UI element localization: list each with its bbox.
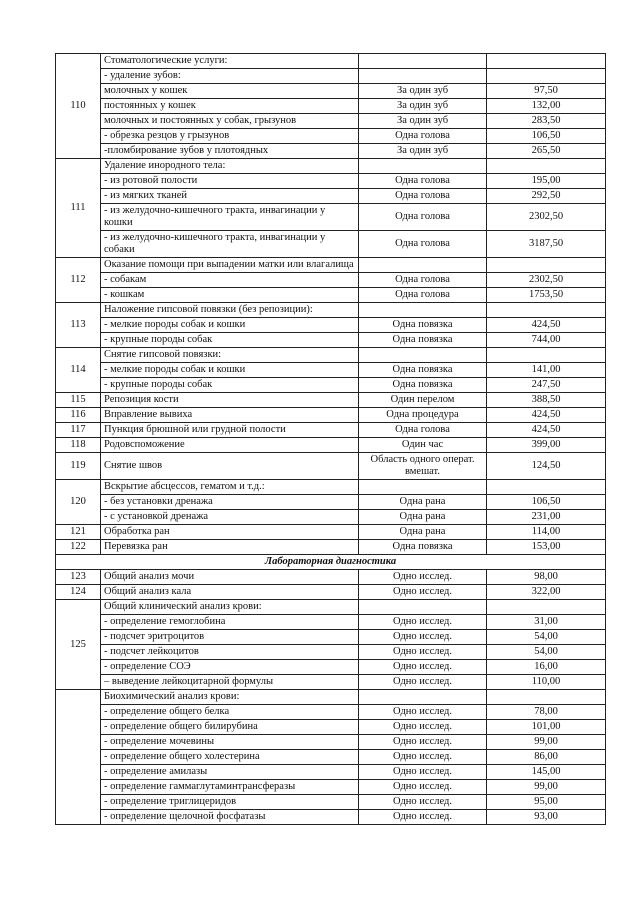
unit-of-measure: Одна голова: [359, 204, 487, 231]
price-value: 97,50: [487, 84, 606, 99]
unit-of-measure: Одно исслед.: [359, 615, 487, 630]
service-description: Вправление вывиха: [101, 408, 359, 423]
price-value: 99,00: [487, 735, 606, 750]
table-row: [56, 765, 606, 780]
price-value: 54,00: [487, 630, 606, 645]
price-table: [55, 53, 606, 825]
table-row: [56, 54, 606, 69]
table-row: [56, 189, 606, 204]
service-description: Перевязка ран: [101, 540, 359, 555]
service-description: Пункция брюшной или грудной полости: [101, 423, 359, 438]
price-value: 124,50: [487, 453, 606, 480]
table-row: [56, 615, 606, 630]
price-value: 3187,50: [487, 231, 606, 258]
item-number: 121: [56, 525, 101, 540]
table-row: [56, 630, 606, 645]
unit-of-measure: Одно исслед.: [359, 645, 487, 660]
table-row: [56, 258, 606, 273]
table-row: [56, 423, 606, 438]
table-row: [56, 750, 606, 765]
service-description: - без установки дренажа: [101, 495, 359, 510]
unit-of-measure: Одно исслед.: [359, 570, 487, 585]
service-description: Общий анализ кала: [101, 585, 359, 600]
price-value: 98,00: [487, 570, 606, 585]
table-row: [56, 69, 606, 84]
table-row: [56, 495, 606, 510]
unit-of-measure: Одна голова: [359, 273, 487, 288]
table-row: [56, 600, 606, 615]
table-row: [56, 585, 606, 600]
price-value: 292,50: [487, 189, 606, 204]
table-row: [56, 660, 606, 675]
service-description: - определение гаммаглутаминтрансферазы: [101, 780, 359, 795]
service-description: -пломбирование зубов у плотоядных: [101, 144, 359, 159]
service-description: - определение СОЭ: [101, 660, 359, 675]
service-description: Снятие швов: [101, 453, 359, 480]
table-row: [56, 540, 606, 555]
section-title: Лабораторная диагностика: [56, 555, 606, 570]
unit-of-measure: Одна голова: [359, 288, 487, 303]
price-value: 145,00: [487, 765, 606, 780]
service-description: Общий клинический анализ крови:: [101, 600, 359, 615]
unit-of-measure: Одна повязка: [359, 363, 487, 378]
price-value: 247,50: [487, 378, 606, 393]
price-value: 106,50: [487, 495, 606, 510]
unit-of-measure: Один перелом: [359, 393, 487, 408]
price-value: 195,00: [487, 174, 606, 189]
table-row: [56, 378, 606, 393]
unit-of-measure: Одно исслед.: [359, 705, 487, 720]
unit-of-measure: Одно исслед.: [359, 765, 487, 780]
price-value: [487, 480, 606, 495]
unit-of-measure: Одна голова: [359, 423, 487, 438]
service-description: - определение щелочной фосфатазы: [101, 810, 359, 825]
unit-of-measure: Одна голова: [359, 174, 487, 189]
service-description: Обработка ран: [101, 525, 359, 540]
item-number: 123: [56, 570, 101, 585]
price-value: 132,00: [487, 99, 606, 114]
section-row: [56, 555, 606, 570]
unit-of-measure: [359, 54, 487, 69]
service-description: Биохимический анализ крови:: [101, 690, 359, 705]
price-value: [487, 690, 606, 705]
service-description: - определение общего билирубина: [101, 720, 359, 735]
price-value: 388,50: [487, 393, 606, 408]
unit-of-measure: Одно исслед.: [359, 660, 487, 675]
price-value: 110,00: [487, 675, 606, 690]
unit-of-measure: Одна голова: [359, 129, 487, 144]
unit-of-measure: Одна рана: [359, 525, 487, 540]
unit-of-measure: Одна рана: [359, 495, 487, 510]
price-value: 86,00: [487, 750, 606, 765]
price-value: 106,50: [487, 129, 606, 144]
table-row: [56, 510, 606, 525]
table-row: [56, 84, 606, 99]
unit-of-measure: Одна повязка: [359, 333, 487, 348]
price-value: 2302,50: [487, 273, 606, 288]
unit-of-measure: Одно исслед.: [359, 795, 487, 810]
table-row: [56, 780, 606, 795]
unit-of-measure: Одна рана: [359, 510, 487, 525]
price-value: 114,00: [487, 525, 606, 540]
table-row: [56, 480, 606, 495]
price-value: 93,00: [487, 810, 606, 825]
unit-of-measure: [359, 600, 487, 615]
service-description: - подсчет эритроцитов: [101, 630, 359, 645]
unit-of-measure: За один зуб: [359, 99, 487, 114]
table-row: [56, 129, 606, 144]
table-row: [56, 795, 606, 810]
table-row: [56, 348, 606, 363]
price-value: 231,00: [487, 510, 606, 525]
item-number: 117: [56, 423, 101, 438]
unit-of-measure: За один зуб: [359, 84, 487, 99]
service-description: Стоматологические услуги:: [101, 54, 359, 69]
table-row: [56, 288, 606, 303]
unit-of-measure: Одна повязка: [359, 378, 487, 393]
unit-of-measure: Одно исслед.: [359, 780, 487, 795]
price-value: 2302,50: [487, 204, 606, 231]
price-value: [487, 600, 606, 615]
service-description: постоянных у кошек: [101, 99, 359, 114]
price-value: [487, 303, 606, 318]
service-description: Оказание помощи при выпадении матки или влагалища: [101, 258, 359, 273]
item-number: 115: [56, 393, 101, 408]
price-value: 322,00: [487, 585, 606, 600]
price-value: 101,00: [487, 720, 606, 735]
item-number: 114: [56, 348, 101, 393]
item-number: [56, 690, 101, 825]
service-description: - крупные породы собак: [101, 333, 359, 348]
table-row: [56, 393, 606, 408]
unit-of-measure: [359, 480, 487, 495]
service-description: - с установкой дренажа: [101, 510, 359, 525]
unit-of-measure: Одна голова: [359, 231, 487, 258]
price-value: 16,00: [487, 660, 606, 675]
table-row: [56, 231, 606, 258]
unit-of-measure: Одно исслед.: [359, 735, 487, 750]
table-row: [56, 174, 606, 189]
unit-of-measure: За один зуб: [359, 114, 487, 129]
price-value: 99,00: [487, 780, 606, 795]
table-row: [56, 453, 606, 480]
price-value: [487, 258, 606, 273]
price-value: 265,50: [487, 144, 606, 159]
service-description: - из желудочно-кишечного тракта, инвагинации у собаки: [101, 231, 359, 258]
unit-of-measure: Одна повязка: [359, 318, 487, 333]
table-row: [56, 114, 606, 129]
item-number: 122: [56, 540, 101, 555]
unit-of-measure: Одно исслед.: [359, 810, 487, 825]
item-number: 124: [56, 585, 101, 600]
item-number: 120: [56, 480, 101, 525]
service-description: Наложение гипсовой повязки (без репозиции):: [101, 303, 359, 318]
service-description: молочных и постоянных у собак, грызунов: [101, 114, 359, 129]
price-value: [487, 69, 606, 84]
item-number: 112: [56, 258, 101, 303]
unit-of-measure: Одна голова: [359, 189, 487, 204]
service-description: - определение общего холестерина: [101, 750, 359, 765]
table-row: [56, 735, 606, 750]
table-row: [56, 363, 606, 378]
unit-of-measure: Одно исслед.: [359, 585, 487, 600]
service-description: - определение амилазы: [101, 765, 359, 780]
price-value: 54,00: [487, 645, 606, 660]
price-value: 31,00: [487, 615, 606, 630]
unit-of-measure: [359, 303, 487, 318]
service-description: - определение гемоглобина: [101, 615, 359, 630]
item-number: 116: [56, 408, 101, 423]
unit-of-measure: Одно исслед.: [359, 720, 487, 735]
table-row: [56, 333, 606, 348]
service-description: - определение общего белка: [101, 705, 359, 720]
service-description: - мелкие породы собак и кошки: [101, 363, 359, 378]
table-row: [56, 720, 606, 735]
service-description: - подсчет лейкоцитов: [101, 645, 359, 660]
unit-of-measure: Один час: [359, 438, 487, 453]
service-description: - собакам: [101, 273, 359, 288]
unit-of-measure: Одна повязка: [359, 540, 487, 555]
service-description: Общий анализ мочи: [101, 570, 359, 585]
service-description: - удаление зубов:: [101, 69, 359, 84]
table-row: [56, 303, 606, 318]
price-value: 141,00: [487, 363, 606, 378]
service-description: - мелкие породы собак и кошки: [101, 318, 359, 333]
table-row: [56, 690, 606, 705]
price-table-body: [56, 54, 606, 825]
item-number: 119: [56, 453, 101, 480]
service-description: Репозиция кости: [101, 393, 359, 408]
price-value: 95,00: [487, 795, 606, 810]
table-row: [56, 438, 606, 453]
table-row: [56, 318, 606, 333]
price-value: 744,00: [487, 333, 606, 348]
table-row: [56, 273, 606, 288]
unit-of-measure: Область одного операт. вмешат.: [359, 453, 487, 480]
item-number: 113: [56, 303, 101, 348]
price-value: 283,50: [487, 114, 606, 129]
price-value: 424,50: [487, 318, 606, 333]
item-number: 111: [56, 159, 101, 258]
service-description: Вскрытие абсцессов, гематом и т.д.:: [101, 480, 359, 495]
unit-of-measure: [359, 159, 487, 174]
unit-of-measure: Одно исслед.: [359, 630, 487, 645]
item-number: 125: [56, 600, 101, 690]
unit-of-measure: [359, 69, 487, 84]
service-description: - из ротовой полости: [101, 174, 359, 189]
service-description: - кошкам: [101, 288, 359, 303]
service-description: Родовспоможение: [101, 438, 359, 453]
unit-of-measure: [359, 258, 487, 273]
item-number: 118: [56, 438, 101, 453]
price-value: [487, 159, 606, 174]
price-value: 424,50: [487, 423, 606, 438]
item-number: 110: [56, 54, 101, 159]
table-row: [56, 570, 606, 585]
price-value: 424,50: [487, 408, 606, 423]
table-row: [56, 204, 606, 231]
table-row: [56, 408, 606, 423]
table-row: [56, 525, 606, 540]
table-row: [56, 645, 606, 660]
service-description: - определение триглицеридов: [101, 795, 359, 810]
price-value: [487, 54, 606, 69]
unit-of-measure: Одна процедура: [359, 408, 487, 423]
table-row: [56, 705, 606, 720]
price-value: 399,00: [487, 438, 606, 453]
service-description: - определение мочевины: [101, 735, 359, 750]
price-value: 153,00: [487, 540, 606, 555]
unit-of-measure: Одно исслед.: [359, 675, 487, 690]
unit-of-measure: [359, 348, 487, 363]
service-description: - крупные породы собак: [101, 378, 359, 393]
service-description: Снятие гипсовой повязки:: [101, 348, 359, 363]
unit-of-measure: [359, 690, 487, 705]
table-row: [56, 144, 606, 159]
table-row: [56, 810, 606, 825]
service-description: - из желудочно-кишечного тракта, инвагинации у кошки: [101, 204, 359, 231]
service-description: - обрезка резцов у грызунов: [101, 129, 359, 144]
table-row: [56, 159, 606, 174]
price-value: [487, 348, 606, 363]
service-description: Удаление инородного тела:: [101, 159, 359, 174]
service-description: молочных у кошек: [101, 84, 359, 99]
table-row: [56, 99, 606, 114]
unit-of-measure: Одно исслед.: [359, 750, 487, 765]
service-description: - из мягких тканей: [101, 189, 359, 204]
table-row: [56, 675, 606, 690]
unit-of-measure: За один зуб: [359, 144, 487, 159]
service-description: – выведение лейкоцитарной формулы: [101, 675, 359, 690]
price-value: 78,00: [487, 705, 606, 720]
price-value: 1753,50: [487, 288, 606, 303]
